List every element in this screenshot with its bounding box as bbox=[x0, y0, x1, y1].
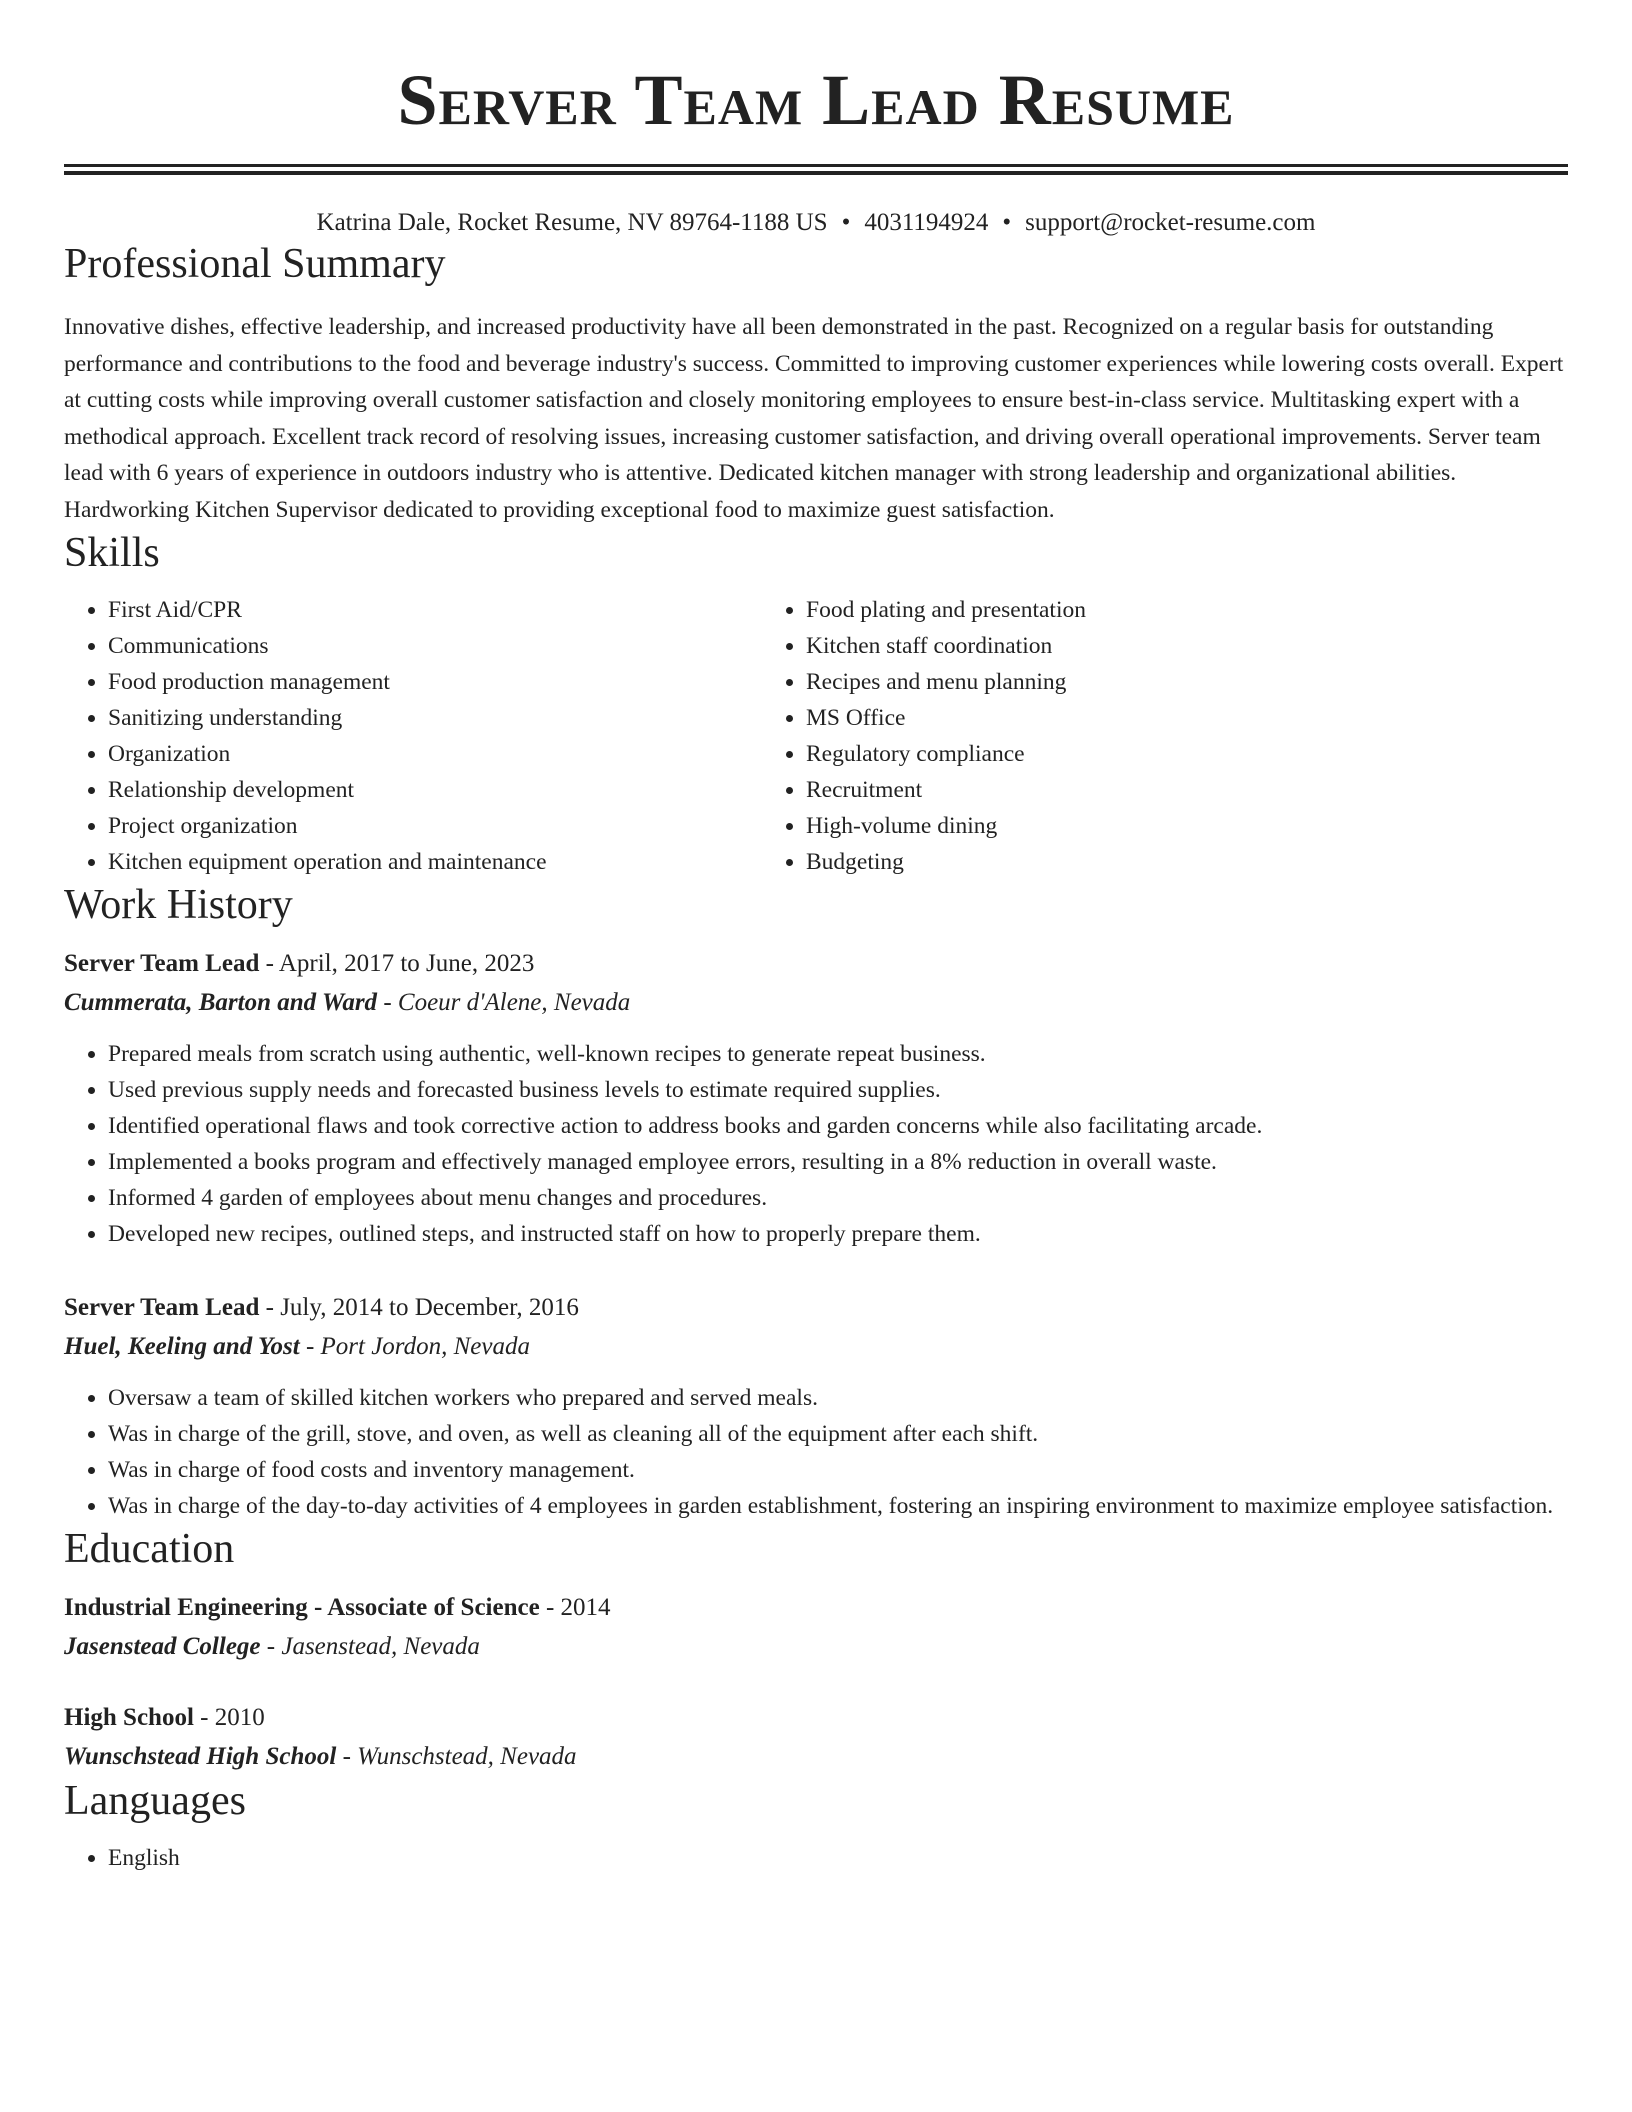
skill-item: • Recipes and menu planning bbox=[806, 664, 1460, 700]
contact-separator: • bbox=[841, 209, 851, 236]
education-degree-line: Industrial Engineering - Associate of Science - 2014 bbox=[64, 1594, 611, 1621]
skill-item: • Regulatory compliance bbox=[806, 736, 1460, 772]
education-year: 2014 bbox=[560, 1594, 611, 1621]
skill-item: • MS Office bbox=[806, 700, 1460, 736]
job-duty: • Used previous supply needs and forecasted business levels to estimate required supplies. bbox=[108, 1072, 1568, 1108]
language-item: • English bbox=[108, 1840, 1568, 1876]
job-company-line: Huel, Keeling and Yost - Port Jordon, Nevada bbox=[64, 1333, 530, 1360]
languages-heading: Languages bbox=[64, 1778, 246, 1824]
skill-item: • High-volume dining bbox=[806, 808, 1460, 844]
education-heading: Education bbox=[64, 1526, 235, 1572]
education-school: Wunschstead High School bbox=[64, 1743, 337, 1770]
languages-list bbox=[64, 1840, 1568, 1876]
skills-list bbox=[64, 592, 1568, 880]
skills-column-right bbox=[762, 592, 1460, 880]
summary-text: Innovative dishes, effective leadership, and increased productivity have all been demonstrated in the past. Recognized on a regular basis for outstanding performance and contributions to the food and beverage industry's success. Committed to improving customer experiences while lowering costs overall. Expert at cutting costs while improving overall customer satisfaction and closely monitoring employees to ensure best-in-class service. Multitasking expert with a methodical approach. Excellent track record of resolving issues, increasing customer satisfaction, and driving overall operational improvements. Server team lead with 6 years of experience in outdoors industry who is attentive. Dedicated kitchen manager with strong leadership and organizational abilities. Hardworking Kitchen Supervisor dedicated to providing exceptional food to maximize guest satisfaction. bbox=[64, 314, 1564, 523]
education-school-line: Jasenstead College - Jasenstead, Nevada bbox=[64, 1633, 480, 1660]
page-title: Server Team Lead Resume bbox=[397, 60, 1235, 140]
skill-item: • Project organization bbox=[108, 808, 762, 844]
job-dates: April, 2017 to June, 2023 bbox=[278, 950, 535, 977]
contact-separator: • bbox=[1002, 209, 1012, 236]
skill-item: • First Aid/CPR bbox=[108, 592, 762, 628]
skill-item: • Budgeting bbox=[806, 844, 1460, 880]
education-degree-line: High School - 2010 bbox=[64, 1704, 265, 1731]
job-entry bbox=[64, 944, 1568, 1252]
education-location: Wunschstead, Nevada bbox=[357, 1743, 577, 1770]
education-school-line: Wunschstead High School - Wunschstead, Nevada bbox=[64, 1743, 577, 1770]
job-duty: • Was in charge of the grill, stove, and oven, as well as cleaning all of the equipment after each shift. bbox=[108, 1416, 1568, 1452]
title-divider bbox=[64, 164, 1568, 167]
job-duty: • Prepared meals from scratch using authentic, well-known recipes to generate repeat business. bbox=[108, 1036, 1568, 1072]
job-duty: • Oversaw a team of skilled kitchen workers who prepared and served meals. bbox=[108, 1380, 1568, 1416]
education-year: 2010 bbox=[214, 1704, 265, 1731]
education-school: Jasenstead College bbox=[64, 1633, 261, 1660]
skill-item: • Kitchen staff coordination bbox=[806, 628, 1460, 664]
job-company: Cummerata, Barton and Ward bbox=[64, 989, 378, 1016]
job-entry bbox=[64, 1288, 1568, 1524]
job-duties bbox=[64, 1380, 1568, 1524]
job-company-line: Cummerata, Barton and Ward - Coeur d'Alene, Nevada bbox=[64, 989, 631, 1016]
job-duty: • Informed 4 garden of employees about menu changes and procedures. bbox=[108, 1180, 1568, 1216]
skills-heading: Skills bbox=[64, 530, 160, 576]
job-title: Server Team Lead bbox=[64, 1294, 260, 1321]
job-title: Server Team Lead bbox=[64, 950, 260, 977]
job-duty: • Was in charge of food costs and inventory management. bbox=[108, 1452, 1568, 1488]
job-duty: • Implemented a books program and effectively managed employee errors, resulting in a 8% reduction in overall waste. bbox=[108, 1144, 1568, 1180]
education-degree: High School bbox=[64, 1704, 194, 1731]
skill-item: • Communications bbox=[108, 628, 762, 664]
job-company: Huel, Keeling and Yost bbox=[64, 1333, 300, 1360]
skill-item: • Sanitizing understanding bbox=[108, 700, 762, 736]
skill-item: • Kitchen equipment operation and maintenance bbox=[108, 844, 762, 880]
job-duty: • Developed new recipes, outlined steps, and instructed staff on how to properly prepare them. bbox=[108, 1216, 1568, 1252]
job-title-line: Server Team Lead - April, 2017 to June, 2023 bbox=[64, 950, 535, 977]
work-history-heading: Work History bbox=[64, 882, 293, 928]
skill-item: • Organization bbox=[108, 736, 762, 772]
skill-item: • Relationship development bbox=[108, 772, 762, 808]
contact-address: Katrina Dale, Rocket Resume, NV 89764-1188 US bbox=[316, 209, 828, 236]
education-entry bbox=[64, 1588, 1568, 1666]
skill-item: • Food production management bbox=[108, 664, 762, 700]
skills-column-left bbox=[64, 592, 762, 880]
job-duty: • Was in charge of the day-to-day activities of 4 employees in garden establishment, fostering an inspiring environment to maximize employee satisfaction. bbox=[108, 1488, 1568, 1524]
education-entry bbox=[64, 1698, 1568, 1776]
skill-item: • Food plating and presentation bbox=[806, 592, 1460, 628]
job-title-line: Server Team Lead - July, 2014 to December, 2016 bbox=[64, 1294, 579, 1321]
job-dates: July, 2014 to December, 2016 bbox=[280, 1294, 579, 1321]
summary-heading: Professional Summary bbox=[64, 241, 446, 287]
job-duties bbox=[64, 1036, 1568, 1252]
skill-item: • Recruitment bbox=[806, 772, 1460, 808]
education-location: Jasenstead, Nevada bbox=[281, 1633, 480, 1660]
education-degree: Industrial Engineering - Associate of Science bbox=[64, 1594, 540, 1621]
contact-email: support@rocket-resume.com bbox=[1025, 209, 1316, 236]
contact-line bbox=[64, 207, 1568, 239]
contact-phone: 4031194924 bbox=[864, 209, 989, 236]
job-location: Port Jordon, Nevada bbox=[320, 1333, 530, 1360]
job-location: Coeur d'Alene, Nevada bbox=[397, 989, 631, 1016]
job-duty: • Identified operational flaws and took corrective action to address books and garden concerns while also facilitating arcade. bbox=[108, 1108, 1568, 1144]
